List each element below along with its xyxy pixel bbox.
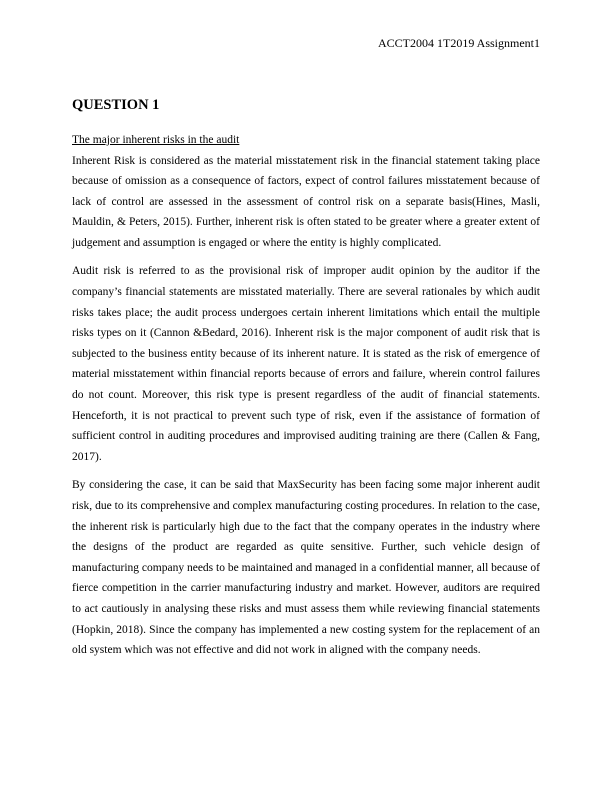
running-header: ACCT2004 1T2019 Assignment1 xyxy=(377,36,540,50)
paragraph-inherent-risk: Inherent Risk is considered as the material misstatement risk in the financial statement taking place because of omission as a consequence of factors, expect of control failures misstatement because of lack of control are assessed in the assessment of control risk on a separate basis(Hines, Masli, Mauldin, & Peters, 2015). Further, inherent risk is often stated to be greater where a greater extent of judgement and assumption is engaged or where the entity is highly complicated. xyxy=(72,154,540,249)
section-title: The major inherent risks in the audit xyxy=(72,134,240,146)
question-heading: QUESTION 1 xyxy=(72,97,160,113)
paragraph-case-analysis: By considering the case, it can be said that MaxSecurity has been facing some major inherent audit risk, due to its comprehensive and complex manufacturing costing procedures. In relation to the case, the inherent risk is particularly high due to the fact that the company operates in the industry where the designs of the product are regarded as quite sensitive. Further, such vehicle design of manufacturing company needs to be maintained and managed in a confidential manner, all because of fierce competition in the carrier manufacturing industry and market. However, auditors are required to act cautiously in analysing these risks and must assess them while reviewing financial statements (Hopkin, 2018). Since the company has implemented a new costing system for the replacement of an old system which was not effective and did not work in aligned with the company needs. xyxy=(72,479,540,657)
document-body xyxy=(72,95,540,669)
paragraph-audit-risk: Audit risk is referred to as the provisional risk of improper audit opinion by the auditor if the company’s financial statements are misstated materially. There are several rationales by which audit risks takes place; the audit process undergoes certain inherent limitations which entail the multiple risks types on it (Cannon &Bedard, 2016). Inherent risk is the major component of audit risk that is subjected to the business entity because of its inherent nature. It is stated as the risk of emergence of material misstatement within financial reports because of errors and failure, wherein control failures do not count. Moreover, this risk type is present regardless of the audit of financial statements. Henceforth, it is not practical to prevent such type of risk, even if the assistance of formation of sufficient control in auditing procedures and improvised auditing training are there (Callen & Fang, 2017). xyxy=(72,265,540,463)
